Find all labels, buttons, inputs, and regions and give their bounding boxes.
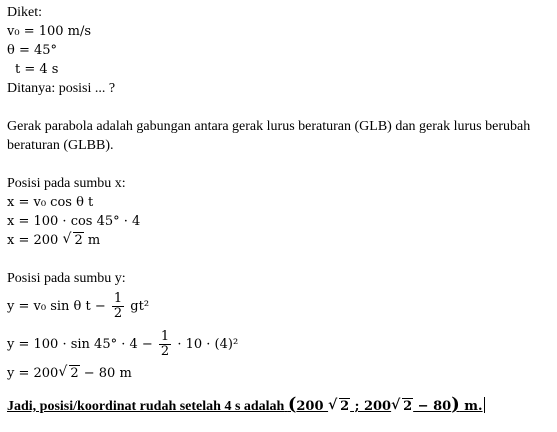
open-paren: (	[287, 394, 297, 415]
sqrt-symbol	[62, 231, 83, 250]
given-t: t = 4 s	[15, 62, 59, 77]
y-equation-3	[7, 364, 553, 383]
conclusion-line	[7, 395, 553, 414]
given-v0: v₀ = 100 m/s	[7, 24, 92, 39]
ditanya-line: Ditanya: posisi ... ?	[7, 81, 116, 96]
x-equation-1: x = v₀ cos θ t	[7, 195, 94, 210]
y-eq1-pre: y = v₀ sin θ t −	[7, 299, 106, 314]
coord-y-post: − 80	[413, 399, 452, 414]
text-cursor	[484, 397, 485, 413]
x-eq3-radicand: 2	[74, 233, 83, 248]
y-eq3-post: − 80 m	[79, 366, 132, 381]
close-paren: )	[451, 394, 460, 415]
x-equation-2: x = 100 · cos 45° · 4	[7, 214, 141, 229]
sqrt-symbol	[328, 397, 350, 416]
y-eq3-radicand: 2	[70, 366, 79, 381]
x-axis-heading: Posisi pada sumbu x:	[7, 176, 126, 191]
y-equation-1	[7, 288, 553, 326]
document-page	[7, 3, 553, 414]
x-equation-3	[7, 231, 553, 250]
y-eq2-den: 2	[160, 344, 170, 359]
sqrt-symbol	[58, 364, 79, 383]
y-eq2-num: 1	[160, 329, 170, 344]
half-fraction	[159, 330, 171, 359]
coord-unit: m.	[459, 399, 483, 414]
y-eq3-pre: y = 200	[7, 366, 59, 381]
x-eq3-post: m	[83, 233, 101, 248]
spacer	[7, 155, 553, 174]
spacer	[7, 98, 553, 117]
intro-paragraph: Gerak parabola adalah gabungan antara gerak lurus beraturan (GLB) dan gerak lurus berubah beraturan (GLBB).	[7, 119, 531, 153]
given-theta: θ = 45°	[7, 43, 58, 58]
y-eq2-pre: y = 100 · sin 45° · 4 −	[7, 337, 153, 352]
spacer	[7, 250, 553, 269]
diket-label: Diket:	[7, 5, 42, 20]
y-eq1-den: 2	[113, 306, 123, 321]
conclusion-math	[287, 394, 483, 415]
sqrt-symbol	[391, 397, 413, 416]
y-eq1-post: gt²	[130, 299, 150, 314]
half-fraction	[112, 292, 124, 321]
coord-x-pre: 200	[296, 399, 329, 414]
y-eq2-post: · 10 · (4)²	[177, 337, 239, 352]
conclusion-text: Jadi, posisi/koordinat rudah setelah 4 s adalah	[7, 399, 285, 414]
y-equation-2	[7, 326, 553, 364]
coord-separator: ; 200	[350, 399, 392, 414]
coord-y-radicand: 2	[403, 399, 413, 414]
y-axis-heading: Posisi pada sumbu y:	[7, 271, 126, 286]
y-eq1-num: 1	[113, 291, 123, 306]
x-eq3-pre: x = 200	[7, 233, 63, 248]
coord-x-radicand: 2	[340, 399, 350, 414]
